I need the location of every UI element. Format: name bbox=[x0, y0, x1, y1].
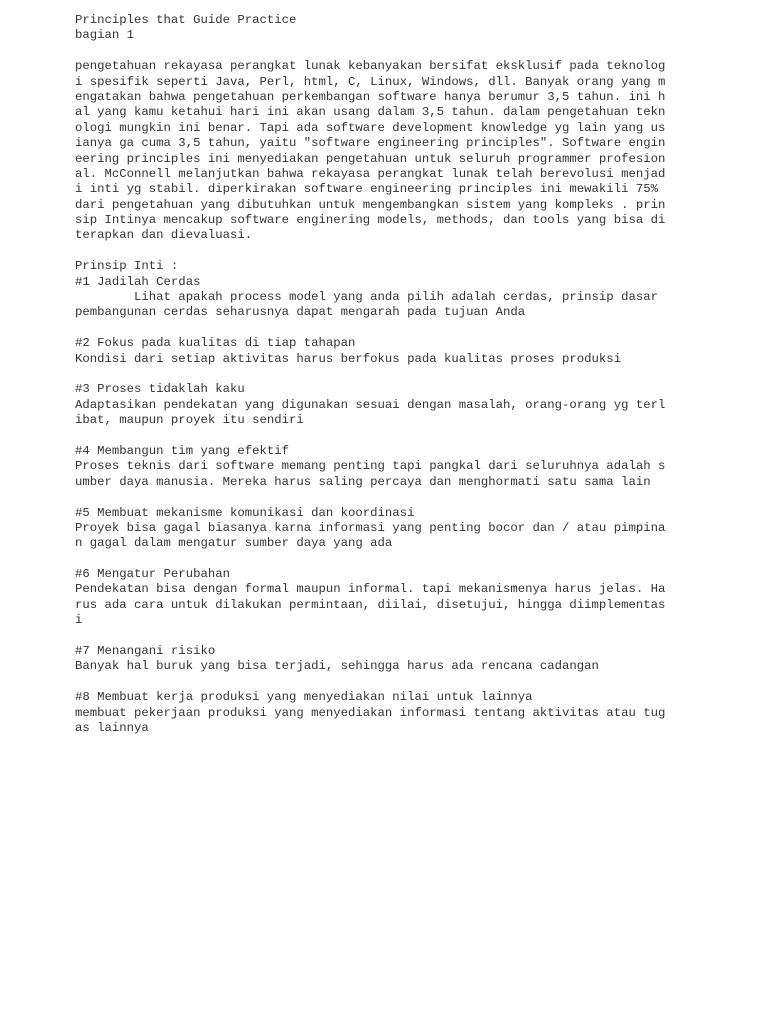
intro-line: sip Intinya mencakup software enginering models, methods, dan tools yang bisa di bbox=[75, 213, 666, 228]
principle-heading: #2 Fokus pada kualitas di tiap tahapan bbox=[75, 336, 356, 351]
principle-body-line: Proses teknis dari software memang penting tapi pangkal dari seluruhnya adalah s bbox=[75, 459, 666, 474]
intro-line: al. McConnell melanjutkan bahwa rekayasa perangkat lunak telah berevolusi menjad bbox=[75, 166, 666, 181]
principle-body-line: n gagal dalam mengatur sumber daya yang ada bbox=[75, 536, 393, 551]
principle-heading: #4 Membangun tim yang efektif bbox=[75, 443, 290, 458]
spacer bbox=[75, 44, 715, 59]
principle-body-line: Pendekatan bisa dengan formal maupun informal. tapi mekanismenya harus jelas. Ha bbox=[75, 582, 666, 597]
spacer bbox=[75, 552, 715, 567]
principle-body-line: Kondisi dari setiap aktivitas harus berfokus pada kualitas proses produksi bbox=[75, 351, 622, 366]
spacer bbox=[75, 675, 715, 690]
intro-line: terapkan dan dievaluasi. bbox=[75, 228, 253, 243]
intro-line: i inti yg stabil. diperkirakan software engineering principles ini mewakili 75% bbox=[75, 182, 658, 197]
principles-list bbox=[75, 275, 715, 737]
principle-body-line: as lainnya bbox=[75, 720, 149, 735]
principle-body-line: Proyek bisa gagal biasanya karna informasi yang penting bocor dan / atau pimpina bbox=[75, 520, 666, 535]
intro-line: i spesifik seperti Java, Perl, html, C, Linux, Windows, dll. Banyak orang yang m bbox=[75, 74, 666, 89]
intro-line: engatakan bahwa pengetahuan perkembangan software hanya berumur 3,5 tahun. ini h bbox=[75, 89, 666, 104]
intro-line: dari pengetahuan yang dibutuhkan untuk mengembangkan sistem yang kompleks . prin bbox=[75, 197, 666, 212]
spacer bbox=[75, 629, 715, 644]
spacer bbox=[75, 367, 715, 382]
principle-item bbox=[75, 690, 715, 736]
intro-paragraph bbox=[75, 59, 715, 244]
principle-item bbox=[75, 644, 715, 675]
intro-line: ologi mungkin ini benar. Tapi ada software development knowledge yg lain yang us bbox=[75, 120, 666, 135]
intro-line: eering principles ini menyediakan pengetahuan untuk seluruh programmer profesion bbox=[75, 151, 666, 166]
principle-heading: #3 Proses tidaklah kaku bbox=[75, 382, 245, 397]
principle-body-line: Banyak hal buruk yang bisa terjadi, sehingga harus ada rencana cadangan bbox=[75, 659, 599, 674]
principle-item bbox=[75, 567, 715, 629]
document-page bbox=[75, 13, 715, 736]
document-title: Principles that Guide Practice bbox=[75, 13, 297, 27]
principle-body-line: pembangunan cerdas seharusnya dapat mengarah pada tujuan Anda bbox=[75, 305, 526, 320]
principle-body-line: Adaptasikan pendekatan yang digunakan sesuai dengan masalah, orang-orang yg terl bbox=[75, 397, 666, 412]
principle-body-line: Lihat apakah process model yang anda pilih adalah cerdas, prinsip dasar bbox=[75, 290, 658, 305]
principle-item bbox=[75, 444, 715, 490]
document-subtitle: bagian 1 bbox=[75, 28, 135, 43]
principle-body-line: umber daya manusia. Mereka harus saling percaya dan menghormati satu sama lain bbox=[75, 474, 651, 489]
intro-line: al yang kamu ketahui hari ini akan usang dalam 3,5 tahun. dalam pengetahuan tekn bbox=[75, 105, 666, 120]
principle-body-line: rus ada cara untuk dilakukan permintaan, diilai, disetujui, hingga diimplementas bbox=[75, 597, 666, 612]
spacer bbox=[75, 321, 715, 336]
principle-body-line: i bbox=[75, 613, 83, 628]
principle-heading: #7 Menangani risiko bbox=[75, 644, 216, 659]
section-heading: Prinsip Inti : bbox=[75, 259, 179, 274]
principle-heading: #5 Membuat mekanisme komunikasi dan koordinasi bbox=[75, 505, 415, 520]
principle-heading: #6 Mengatur Perubahan bbox=[75, 567, 230, 582]
spacer bbox=[75, 244, 715, 259]
principle-item bbox=[75, 506, 715, 552]
principle-item bbox=[75, 275, 715, 321]
principle-heading: #1 Jadilah Cerdas bbox=[75, 274, 201, 289]
spacer bbox=[75, 429, 715, 444]
intro-line: pengetahuan rekayasa perangkat lunak kebanyakan bersifat eksklusif pada teknolog bbox=[75, 59, 666, 74]
principle-heading: #8 Membuat kerja produksi yang menyediakan nilai untuk lainnya bbox=[75, 690, 533, 705]
principle-item bbox=[75, 382, 715, 428]
principle-body-line: membuat pekerjaan produksi yang menyediakan informasi tentang aktivitas atau tug bbox=[75, 705, 666, 720]
principle-item bbox=[75, 336, 715, 367]
intro-line: ianya ga cuma 3,5 tahun, yaitu "software engineering principles". Software engin bbox=[75, 136, 666, 151]
principle-body-line: ibat, maupun proyek itu sendiri bbox=[75, 413, 304, 428]
spacer bbox=[75, 490, 715, 505]
